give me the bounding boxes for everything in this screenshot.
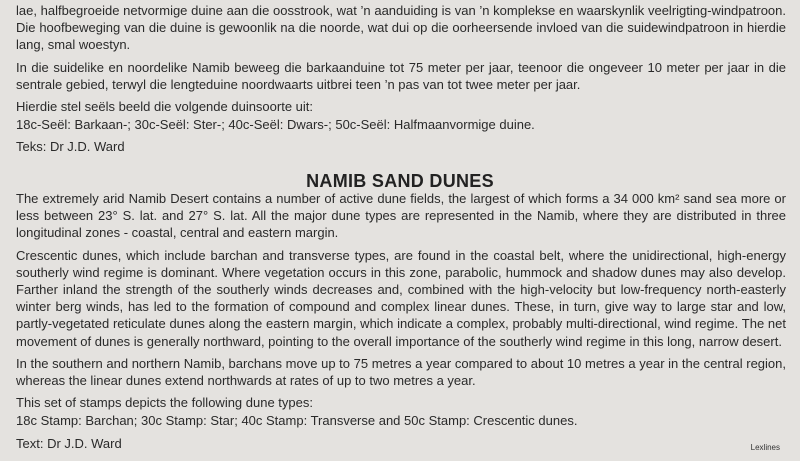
english-paragraph-crescentic: Crescentic dunes, which include barchan and transverse types, are found in the coastal belt, where the unidirectional, high-energy southerly wind regime is dominant. Where vegetation occurs in this zone, parabolic, hummock and shadow dunes may also develop. Farther inland the strength of the southerly winds decreases and, combined with the high-velocity but low-frequency north-easterly winter berg winds, has led to the formation of compound and complex linear dunes. These, in turn, give way to large star and low, partly-vegetated reticulate dunes along the eastern margin, which indicate a complex, probably multi-directional, wind regime. The net movement of dunes is generally northward, pointing to the overall importance of the southerly wind regime in this long, narrow desert. <box>16 247 786 349</box>
english-paragraph-speed: In the southern and northern Namib, barchans move up to 75 metres a year compared to about 10 metres a year in the central region, whereas the linear dunes extend northwards at rates of up to two metres a year. <box>16 355 786 389</box>
english-section <box>16 190 786 457</box>
english-credit: Text: Dr J.D. Ward <box>16 435 122 451</box>
english-title: NAMIB SAND DUNES <box>306 171 494 191</box>
english-paragraph-intro: The extremely arid Namib Desert contains a number of active dune fields, the largest of which forms a 34 000 km² sand sea more or less between 23° S. lat. and 27° S. lat. All the major dune types are represented in the Namib, where they are distributed in three longitudinal zones - coastal, central and eastern margin. <box>16 191 786 241</box>
afrikaans-stamps-list: 18c-Seël: Barkaan-; 30c-Seël: Ster-; 40c-Seël: Dwars-; 50c-Seël: Halfmaanvormige duine. <box>16 117 535 133</box>
english-stamps-intro: This set of stamps depicts the following dune types: <box>16 395 313 411</box>
afrikaans-section <box>16 2 786 161</box>
afrikaans-stamps-intro: Hierdie stel seëls beeld die volgende duinsoorte uit: <box>16 99 314 115</box>
publisher-imprint: Lexlines <box>750 443 780 452</box>
afrikaans-paragraph-continuation: lae, halfbegroeide netvormige duine aan die oosstrook, wat ’n aanduiding is van ’n komplekse en waarskynlik veelrigting-windpatroon. Die hoofbeweging van die duine is gewoonlik na die noorde, wat dui op die oorheersende invloed van die suidewindpatroon in hierdie lang, smal woestyn. <box>16 3 786 53</box>
afrikaans-credit: Teks: Dr J.D. Ward <box>16 139 125 155</box>
english-stamps-list: 18c Stamp: Barchan; 30c Stamp: Star; 40c Stamp: Transverse and 50c Stamp: Crescentic dunes. <box>16 413 578 429</box>
afrikaans-paragraph-speed: In die suidelike en noordelike Namib beweeg die barkaanduine tot 75 meter per jaar, teenoor die ongeveer 10 meter per jaar in die sentrale gebied, terwyl die lengteduine noordwaarts uitbrei teen ’n pas van tot twee meter per jaar. <box>16 59 786 92</box>
